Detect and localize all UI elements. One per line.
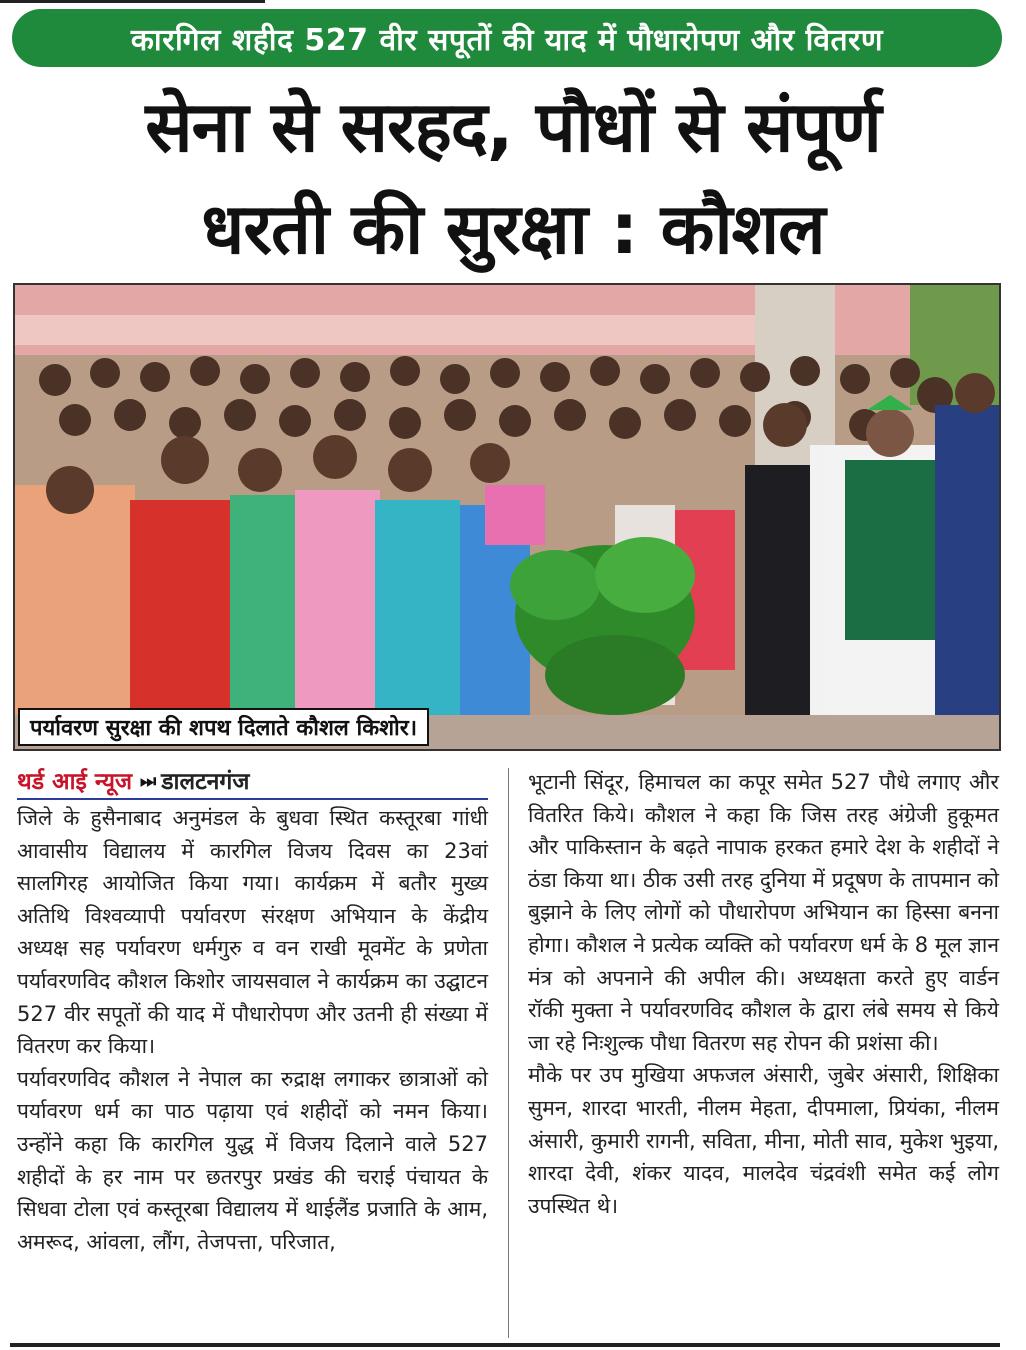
headline-line-2: धरती की सुरक्षा : कौशल	[201, 188, 825, 270]
article-paragraph: जिले के हुसैनाबाद अनुमंडल के बुधवा स्थित कस्तूरबा गांधी आवासीय विद्यालय में कारगिल विजय दिवस का 23वां सालगिरह आयोजित किया गया। कार्यक्रम में बतौर मुख्य अतिथि विश्वव्यापी पर्यावरण संरक्षण अभियान के केंद्रीय अध्यक्ष सह पर्यावरण धर्मगुरु व वन राखी मूवमेंट के प्रणेता पर्यावरणविद कौशल किशोर जायसवाल ने कार्यक्रम का उद्घाटन 527 वीर सपूतों की याद में पौधारोपण और उतनी ही संख्या में वितरण कर किया।	[17, 806, 488, 1059]
headline-line-1: सेना से सरहद, पौधों से संपूर्ण	[145, 86, 881, 168]
article-paragraph: भूटानी सिंदूर, हिमाचल का कपूर समेत 527 पौधे लगाए और वितरित किये। कौशल ने कहा कि जिस तरह अंग्रेजी हुकूमत और पाकिस्तान के बढ़ते नापाक हरकत हमारे देश के शहीदों ने ठंडा किया था। ठीक उसी तरह दुनिया में प्रदूषण के तापमान को बुझाने के लिए लोगों को पौधारोपण अभियान का हिस्सा बनना होगा। कौशल ने प्रत्येक व्यक्ति को पर्यावरण धर्म के 8 मूल ज्ञान मंत्र को अपनाने की अपील की। अध्यक्षता करते हुए वार्डन रॉकी मुक्ता ने पर्यावरणविद कौशल के द्वारा लंबे समय से किये जा रहे निःशुल्क पौधा वितरण सह रोपन की प्रशंसा की।	[528, 770, 999, 1055]
article-column-right	[528, 766, 999, 1222]
kicker-text: कारगिल शहीद 527 वीर सपूतों की याद में पौधारोपण और वितरण	[130, 22, 884, 58]
fast-forward-icon: ⏭	[140, 770, 154, 792]
headline	[10, 76, 1016, 280]
byline-place: डालटनगंज	[161, 768, 250, 795]
photo-caption: पर्यावरण सुरक्षा की शपथ दिलाते कौशल किशोर।	[18, 708, 429, 746]
top-rule	[0, 0, 265, 3]
byline	[17, 766, 488, 800]
article-paragraph: पर्यावरणविद कौशल ने नेपाल का रुद्राक्ष लगाकर छात्राओं को पर्यावरण धर्म का पाठ पढ़ाया एवं शहीदों को नमन किया। उन्होंने कहा कि कारगिल युद्ध में विजय दिलाने वाले 527 शहीदों के हर नाम पर छतरपुर प्रखंड की चराई पंचायत के सिधवा टोला एवं कस्तूरबा विद्यालय में थाईलैंड प्रजाति के आम, अमरूद, आंवला, लौंग, तेजपत्ता, परिजात,	[17, 1066, 488, 1254]
article-column-left	[17, 766, 488, 1258]
article-paragraph: मौके पर उप मुखिया अफजल अंसारी, जुबेर अंसारी, शिक्षिका सुमन, शारदा भारती, नीलम मेहता, दीपमाला, प्रियंका, नीलम अंसारी, कुमारी रागनी, सविता, मीना, मोती साव, मुकेश भुइया, शारदा देवी, शंकर यादव, मालदेव चंद्रवंशी समेत कई लोग उपस्थित थे।	[528, 1063, 999, 1218]
kicker-banner	[12, 9, 1002, 67]
column-divider	[508, 768, 509, 1338]
bottom-rule	[10, 1343, 1000, 1347]
byline-source: थर्ड आई न्यूज	[17, 768, 133, 795]
crowd-photo-illustration	[15, 285, 999, 749]
news-photo	[13, 283, 1001, 751]
